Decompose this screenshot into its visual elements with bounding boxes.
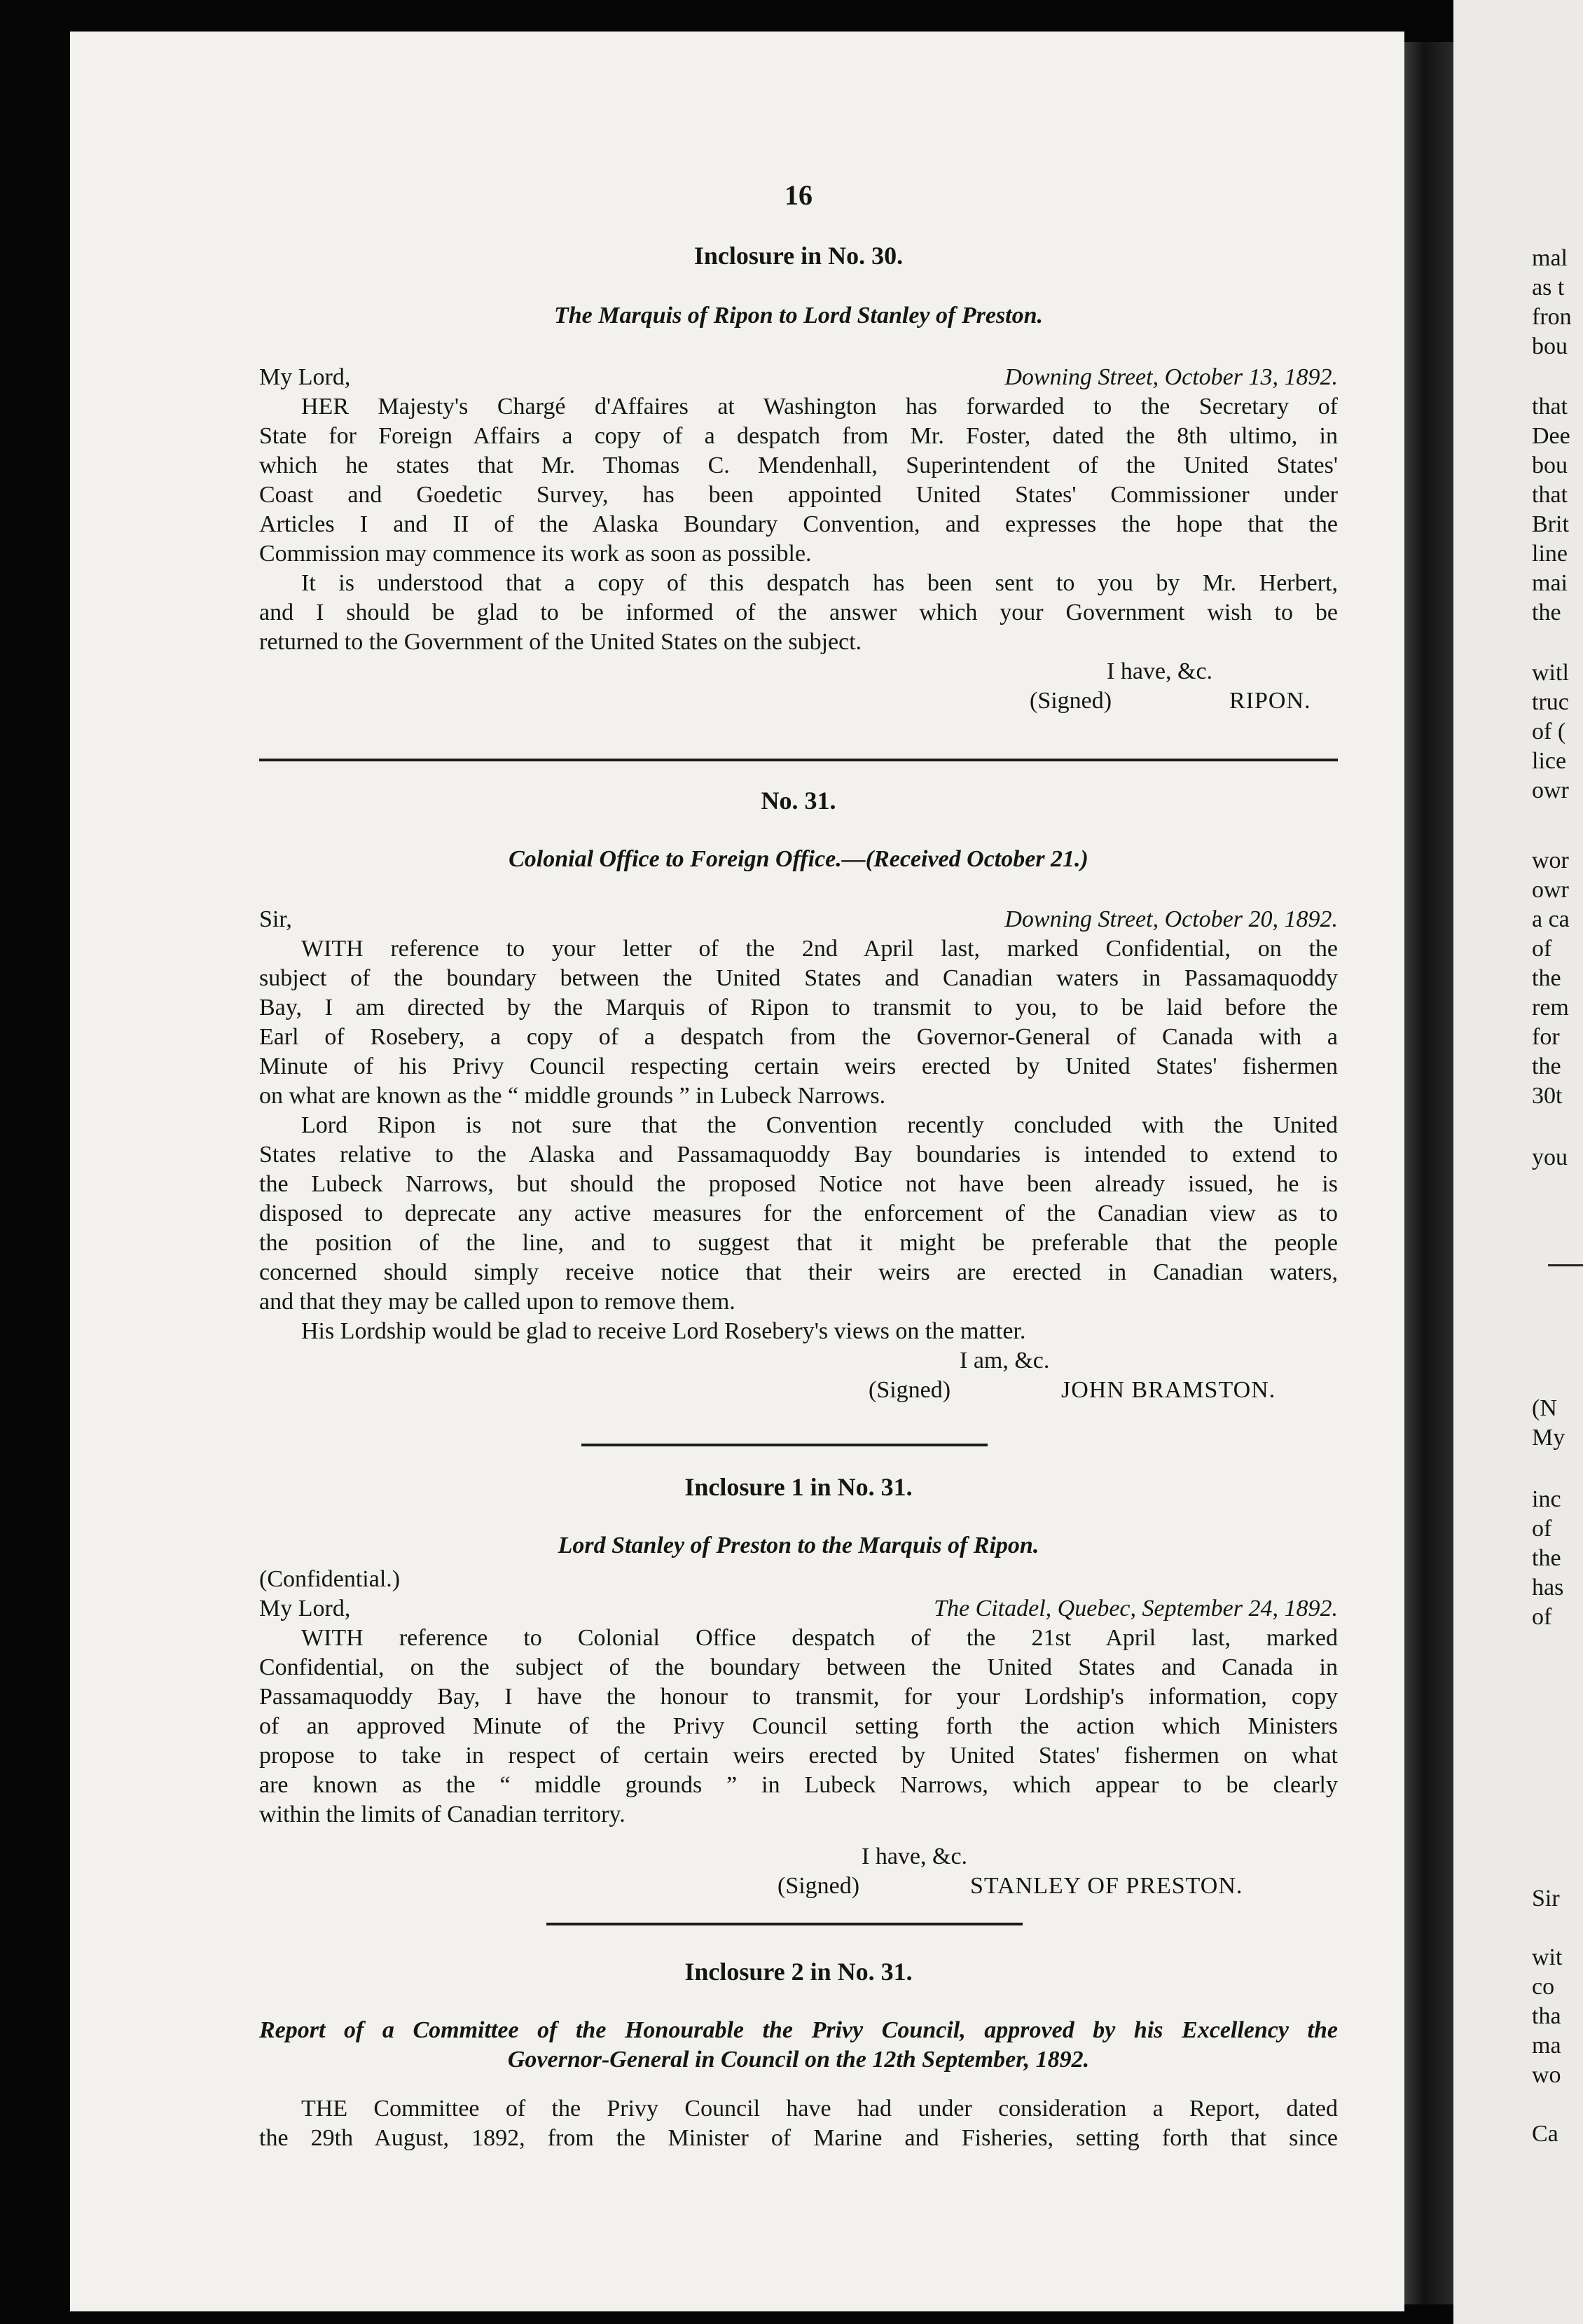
signer: JOHN BRAMSTON. xyxy=(1061,1377,1276,1403)
adjacent-fragment: bou xyxy=(1532,452,1568,478)
section-divider xyxy=(581,1444,988,1446)
adjacent-fragment: wit xyxy=(1532,1944,1563,1970)
body-line: disposed to deprecate any active measures for the enforcement of the Canadian view as to xyxy=(259,1201,1338,1226)
adjacent-fragment: Sir xyxy=(1532,1886,1560,1911)
salutation: My Lord, xyxy=(259,1596,351,1621)
adjacent-fragment: Brit xyxy=(1532,511,1569,537)
body-line: Commission may commence its work as soon as possible. xyxy=(259,541,812,567)
body-line: Bay, I am directed by the Marquis of Ripon to transmit to you, to be laid before the xyxy=(259,995,1338,1021)
place-date: Downing Street, October 20, 1892. xyxy=(1004,906,1338,932)
adjacent-fragment: wor xyxy=(1532,848,1569,873)
section-divider xyxy=(546,1923,1023,1925)
body-line: on what are known as the “ middle grounds ” in Lubeck Narrows. xyxy=(259,1083,886,1109)
signed-label: (Signed) xyxy=(777,1873,860,1899)
body-line: WITH reference to your letter of the 2nd April last, marked Confidential, on the xyxy=(301,936,1338,962)
section-title: Colonial Office to Foreign Office.—(Received October 21.) xyxy=(509,846,1088,872)
body-line: the position of the line, and to suggest that it might be preferable that the people xyxy=(259,1230,1338,1256)
adjacent-fragment: truc xyxy=(1532,689,1569,715)
signed-label: (Signed) xyxy=(869,1377,951,1403)
adjacent-fragment: of ( xyxy=(1532,719,1566,745)
adjacent-fragment: wo xyxy=(1532,2062,1561,2088)
adjacent-fragment: mal xyxy=(1532,245,1568,271)
page-number: 16 xyxy=(784,179,813,211)
place-date: The Citadel, Quebec, September 24, 1892. xyxy=(934,1596,1338,1621)
body-line: It is understood that a copy of this despatch has been sent to you by Mr. Herbert, xyxy=(301,570,1338,596)
adjacent-fragment: the xyxy=(1532,965,1561,991)
body-line: are known as the “ middle grounds ” in Lubeck Narrows, which appear to be clearly xyxy=(259,1772,1338,1798)
adjacent-fragment: rem xyxy=(1532,995,1569,1021)
salutation: My Lord, xyxy=(259,364,351,390)
section-title: The Marquis of Ripon to Lord Stanley of Preston. xyxy=(553,303,1043,328)
adjacent-fragment: of xyxy=(1532,936,1552,962)
adjacent-fragment: Dee xyxy=(1532,423,1570,449)
section-heading: Inclosure in No. 30. xyxy=(693,242,904,270)
adjacent-fragment: co xyxy=(1532,1974,1555,2000)
body-line: States relative to the Alaska and Passamaquoddy Bay boundaries is intended to extend to xyxy=(259,1142,1338,1168)
adjacent-fragment: My xyxy=(1532,1425,1565,1451)
book-spine-shadow xyxy=(1404,42,1453,2304)
closing: I have, &c. xyxy=(1107,658,1213,684)
body-line: and that they may be called upon to remove them. xyxy=(259,1289,735,1315)
body-line: State for Foreign Affairs a copy of a despatch from Mr. Foster, dated the 8th ultimo, in xyxy=(259,423,1338,449)
section-title: Report of a Committee of the Honourable the Privy Council, approved by his Excellency the xyxy=(259,2017,1338,2043)
adjacent-fragment: witl xyxy=(1532,660,1569,686)
adjacent-fragment: bou xyxy=(1532,333,1568,359)
section-title: Governor-General in Council on the 12th September, 1892. xyxy=(507,2047,1090,2073)
body-line: subject of the boundary between the United States and Canadian waters in Passamaquoddy xyxy=(259,965,1338,991)
body-line: of an approved Minute of the Privy Council setting forth the action which Ministers xyxy=(259,1713,1338,1739)
body-line: Coast and Goedetic Survey, has been appointed United States' Commissioner under xyxy=(259,482,1338,508)
adjacent-fragment: Ca xyxy=(1532,2121,1558,2147)
adjacent-fragment: for xyxy=(1532,1024,1560,1050)
section-heading: Inclosure 1 in No. 31. xyxy=(684,1473,913,1501)
closing: I have, &c. xyxy=(862,1844,968,1869)
section-divider xyxy=(259,759,1338,761)
signer: RIPON. xyxy=(1229,688,1311,714)
section-heading: Inclosure 2 in No. 31. xyxy=(684,1958,913,1986)
adjacent-fragment: of xyxy=(1532,1604,1552,1630)
signed-label: (Signed) xyxy=(1030,688,1112,714)
body-line: Lord Ripon is not sure that the Convention recently concluded with the United xyxy=(301,1112,1338,1138)
body-line: WITH reference to Colonial Office despatch of the 21st April last, marked xyxy=(301,1625,1338,1651)
adjacent-fragment: that xyxy=(1532,394,1568,420)
body-line: His Lordship would be glad to receive Lord Rosebery's views on the matter. xyxy=(301,1318,1026,1344)
adjacent-fragment: fron xyxy=(1532,304,1572,330)
closing: I am, &c. xyxy=(960,1348,1050,1374)
adjacent-fragment: the xyxy=(1532,1053,1561,1079)
adjacent-fragment: mai xyxy=(1532,570,1568,596)
body-line: the 29th August, 1892, from the Minister of Marine and Fisheries, setting forth that since xyxy=(259,2125,1338,2151)
adjacent-fragment: has xyxy=(1532,1575,1564,1600)
body-line: and I should be glad to be informed of the answer which your Government wish to be xyxy=(259,600,1338,625)
signer: STANLEY OF PRESTON. xyxy=(970,1873,1243,1899)
place-date: Downing Street, October 13, 1892. xyxy=(1004,364,1338,390)
adjacent-fragment: that xyxy=(1532,482,1568,508)
body-line: Confidential, on the subject of the boundary between the United States and Canada in xyxy=(259,1654,1338,1680)
adjacent-fragment: the xyxy=(1532,1545,1561,1571)
adjacent-rule xyxy=(1548,1264,1583,1266)
salutation: Sir, xyxy=(259,906,292,932)
adjacent-fragment: of xyxy=(1532,1516,1552,1542)
section-title: Lord Stanley of Preston to the Marquis of Ripon. xyxy=(558,1533,1039,1558)
body-line: Passamaquoddy Bay, I have the honour to transmit, for your Lordship's information, copy xyxy=(259,1684,1338,1710)
adjacent-fragment: tha xyxy=(1532,2003,1561,2029)
body-line: Earl of Rosebery, a copy of a despatch from the Governor-General of Canada with a xyxy=(259,1024,1338,1050)
body-line: propose to take in respect of certain weirs erected by United States' fishermen on what xyxy=(259,1743,1338,1769)
body-line: HER Majesty's Chargé d'Affaires at Washington has forwarded to the Secretary of xyxy=(301,394,1338,420)
body-line: which he states that Mr. Thomas C. Mendenhall, Superintendent of the United States' xyxy=(259,452,1338,478)
adjacent-fragment: (N xyxy=(1532,1395,1557,1421)
body-line: the Lubeck Narrows, but should the proposed Notice not have been already issued, he is xyxy=(259,1171,1338,1197)
adjacent-page xyxy=(1453,0,1583,2324)
adjacent-fragment: you xyxy=(1532,1144,1568,1170)
adjacent-fragment: the xyxy=(1532,600,1561,625)
adjacent-fragment: owr xyxy=(1532,877,1569,903)
body-line: THE Committee of the Privy Council have had under consideration a Report, dated xyxy=(301,2096,1338,2122)
adjacent-fragment: ma xyxy=(1532,2033,1561,2059)
adjacent-fragment: inc xyxy=(1532,1486,1561,1512)
adjacent-fragment: line xyxy=(1532,541,1568,567)
body-line: concerned should simply receive notice that their weirs are erected in Canadian waters, xyxy=(259,1259,1338,1285)
adjacent-fragment: owr xyxy=(1532,777,1569,803)
adjacent-fragment: as t xyxy=(1532,275,1565,300)
body-line: Articles I and II of the Alaska Boundary Convention, and expresses the hope that the xyxy=(259,511,1338,537)
adjacent-fragment: a ca xyxy=(1532,906,1570,932)
section-heading: No. 31. xyxy=(761,787,836,815)
adjacent-fragment: lice xyxy=(1532,748,1567,774)
adjacent-fragment: 30t xyxy=(1532,1083,1563,1109)
body-line: Minute of his Privy Council respecting certain weirs erected by United States' fishermen xyxy=(259,1053,1338,1079)
body-line: returned to the Government of the United States on the subject. xyxy=(259,629,862,655)
body-line: within the limits of Canadian territory. xyxy=(259,1801,625,1827)
confidential-label: (Confidential.) xyxy=(259,1566,401,1592)
